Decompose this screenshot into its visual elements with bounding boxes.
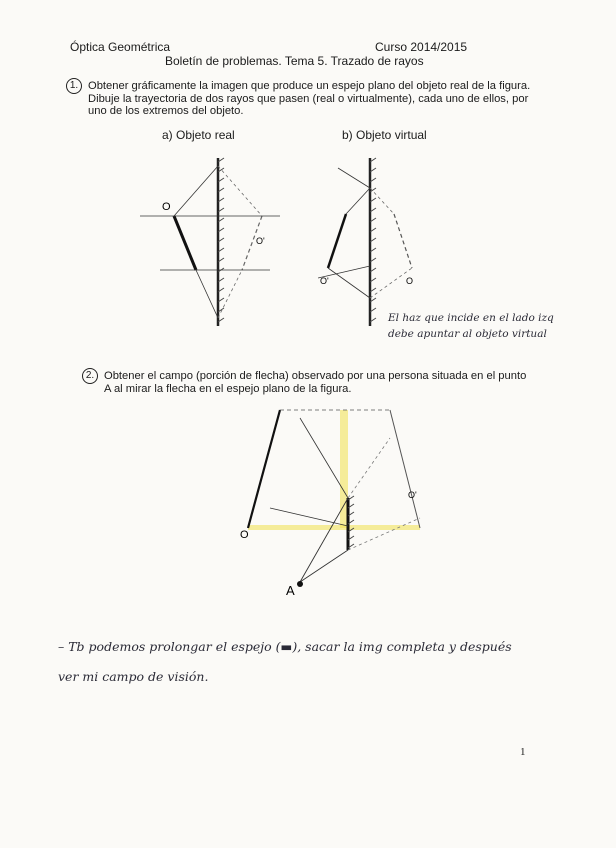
- observer-point: [297, 581, 303, 587]
- ray-a-4: [196, 270, 218, 318]
- sight-ray-ext-2: [348, 518, 420, 550]
- figure-a-label: a) Objeto real: [162, 128, 235, 142]
- figure-a-diagram: [140, 148, 300, 328]
- object-arrow-a: [174, 216, 196, 270]
- image-label-b: O': [320, 276, 329, 286]
- sight-ray-2: [300, 550, 348, 582]
- image-label-2: O': [408, 490, 417, 500]
- ray-b-3: [328, 268, 370, 298]
- sight-ray-1: [300, 498, 348, 582]
- object-label-b: O: [406, 276, 414, 286]
- observer-label: A: [286, 583, 295, 598]
- ray-a-5: [218, 166, 262, 216]
- handwritten-footer: – Tb podemos prolongar el espejo (▬), sacar la img completa y después ver mi campo de visión.: [58, 639, 512, 684]
- course-title: Óptica Geométrica: [70, 40, 171, 54]
- figure-b-diagram: [318, 148, 428, 328]
- problem-2-text: Obtener el campo (porción de flecha) observado por una persona situada en el punto A al mirar la flecha en el espejo plano de la figura.: [104, 370, 527, 395]
- object-label-a: O: [162, 201, 171, 213]
- problem-2-number: 2.: [82, 368, 98, 384]
- sight-ray-ext-1: [348, 438, 390, 498]
- course-year: Curso 2014/2015: [375, 40, 468, 54]
- problem-1-number: 1.: [66, 78, 82, 94]
- image-arrow-b: [328, 214, 346, 268]
- object-arrow-2: [248, 410, 280, 528]
- object-arrow-b: [394, 214, 412, 268]
- page-number: 1: [520, 746, 526, 758]
- ray-a-3: [174, 166, 218, 216]
- figure-2-diagram: [230, 398, 440, 598]
- ray-a-6: [218, 270, 242, 318]
- ray-b-1: [338, 168, 370, 188]
- figure-b-label: b) Objeto virtual: [342, 128, 427, 142]
- problem-1-text: Obtener gráficamente la imagen que produce un espejo plano del objeto real de la figura. Dibuje la trayectoria de dos rayos que pasen (real o virtualmente), cada uno de ellos, por uno de los extremos del objeto.: [88, 80, 531, 118]
- page-title: Boletín de problemas. Tema 5. Trazado de rayos: [165, 54, 424, 68]
- handwritten-note-1: El haz que incide en el lado izq debe apuntar al objeto virtual: [388, 312, 554, 340]
- image-arrow-2: [390, 410, 420, 528]
- object-label-2: O: [240, 529, 249, 541]
- ray-b-2: [346, 188, 370, 214]
- image-label-a: O': [256, 236, 265, 246]
- ray-2-b: [270, 508, 348, 526]
